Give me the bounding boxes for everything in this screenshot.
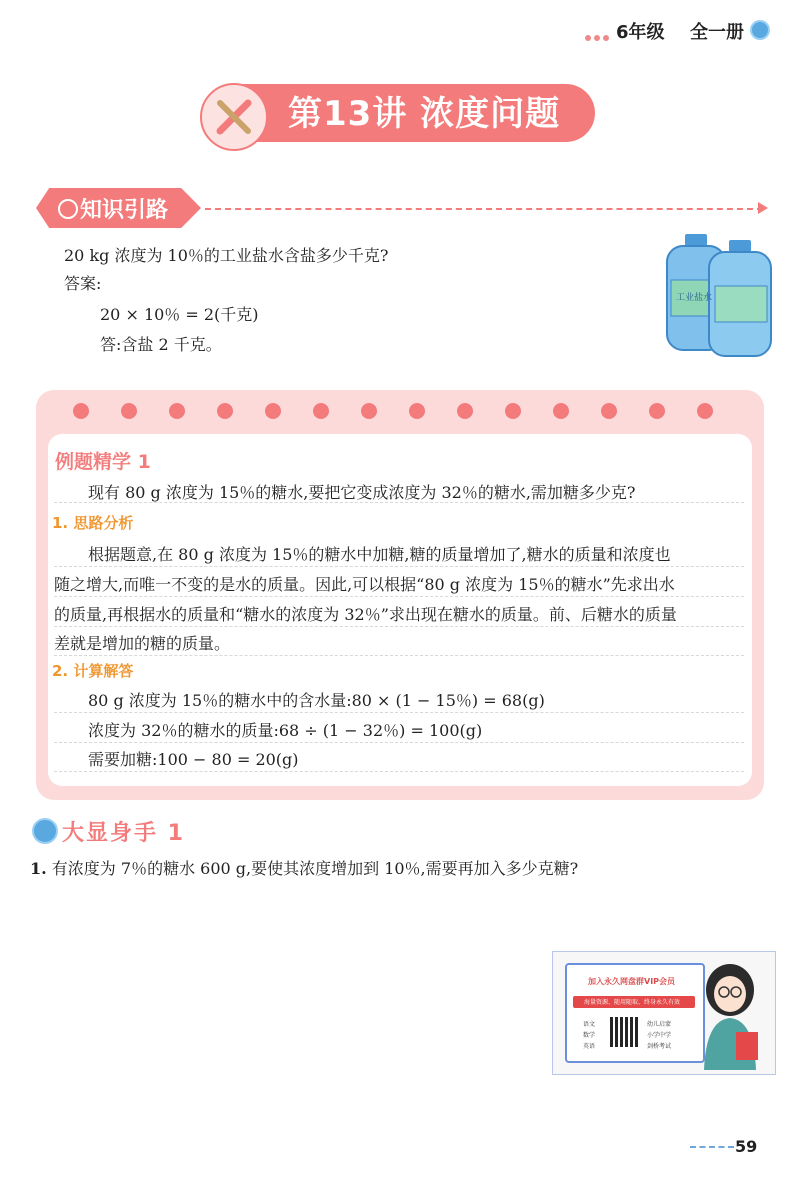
check-icon	[58, 199, 78, 219]
ad-left-item: 语文	[583, 1021, 596, 1028]
step2-title: 2. 计算解答	[52, 662, 134, 680]
analysis-line: 的质量,再根据水的质量和“糖水的浓度为 32％”求出现在糖水的质量。前、后糖水的质量	[54, 605, 677, 624]
teacher-illustration	[690, 960, 770, 1070]
question-text: 有浓度为 7％的糖水 600 g,要使其浓度增加到 10％,需要再加入多少克糖?	[51, 859, 579, 878]
qr-code-icon	[610, 1017, 640, 1047]
answer-reply: 答:含盐 2 千克。	[100, 335, 222, 354]
question-number: 1.	[30, 859, 47, 878]
ad-left-item: 英语	[583, 1043, 596, 1050]
ad-right-item: 剑桥考试	[647, 1043, 672, 1050]
ruler-pencil-icon	[200, 83, 268, 151]
ad-bar-text: 海量资源、随用随取、终身永久有效	[584, 999, 681, 1006]
header-dots	[585, 26, 612, 45]
analysis-line: 随之增大,而唯一不变的是水的质量。因此,可以根据“80 g 浓度为 15％的糖水”先求出水	[54, 575, 675, 594]
solution-line: 需要加糖:100 − 80 = 20(g)	[88, 750, 299, 769]
ad-right-item: 幼儿启蒙	[647, 1021, 672, 1028]
section-divider	[205, 208, 763, 210]
solution-line: 80 g 浓度为 15％的糖水中的含水量:80 × (1 − 15％) = 68(g)	[88, 691, 545, 710]
page-title: 第13讲 浓度问题	[288, 94, 561, 134]
example-question: 现有 80 g 浓度为 15％的糖水,要把它变成浓度为 32％的糖水,需加糖多少克?	[88, 483, 636, 502]
section-tag-label: 知识引路	[80, 198, 169, 223]
ad-title: 加入永久网盘群VIP会员	[588, 977, 676, 986]
answer-calc: 20 × 10％ = 2(千克)	[100, 305, 259, 324]
analysis-line: 差就是增加的糖的质量。	[54, 634, 231, 653]
ad-right-item: 小学中学	[647, 1032, 672, 1039]
ad-left-item: 数学	[583, 1032, 596, 1039]
arrow-icon	[758, 202, 768, 214]
example-title: 例题精学 1	[55, 451, 151, 473]
book-label: 全一册	[690, 22, 744, 43]
analysis-line: 根据题意,在 80 g 浓度为 15％的糖水中加糖,糖的质量增加了,糖水的质量和浓度也	[88, 545, 671, 564]
practice-question	[30, 856, 578, 879]
solution-line: 浓度为 32％的糖水的质量:68 ÷ (1 − 32％) = 100(g)	[88, 721, 483, 740]
page-number-decoration	[690, 1146, 734, 1148]
intro-question: 20 kg 浓度为 10％的工业盐水含盐多少千克?	[64, 246, 389, 265]
globe-icon	[750, 20, 770, 40]
step1-title: 1. 思路分析	[52, 514, 134, 532]
page-number: 59	[735, 1137, 758, 1156]
answer-label: 答案:	[64, 274, 102, 293]
practice-title: 大显身手 1	[62, 821, 185, 846]
globe-icon	[32, 818, 58, 844]
bottle-label: 工业盐水	[676, 293, 713, 303]
grade-label: 6年级	[616, 22, 665, 43]
